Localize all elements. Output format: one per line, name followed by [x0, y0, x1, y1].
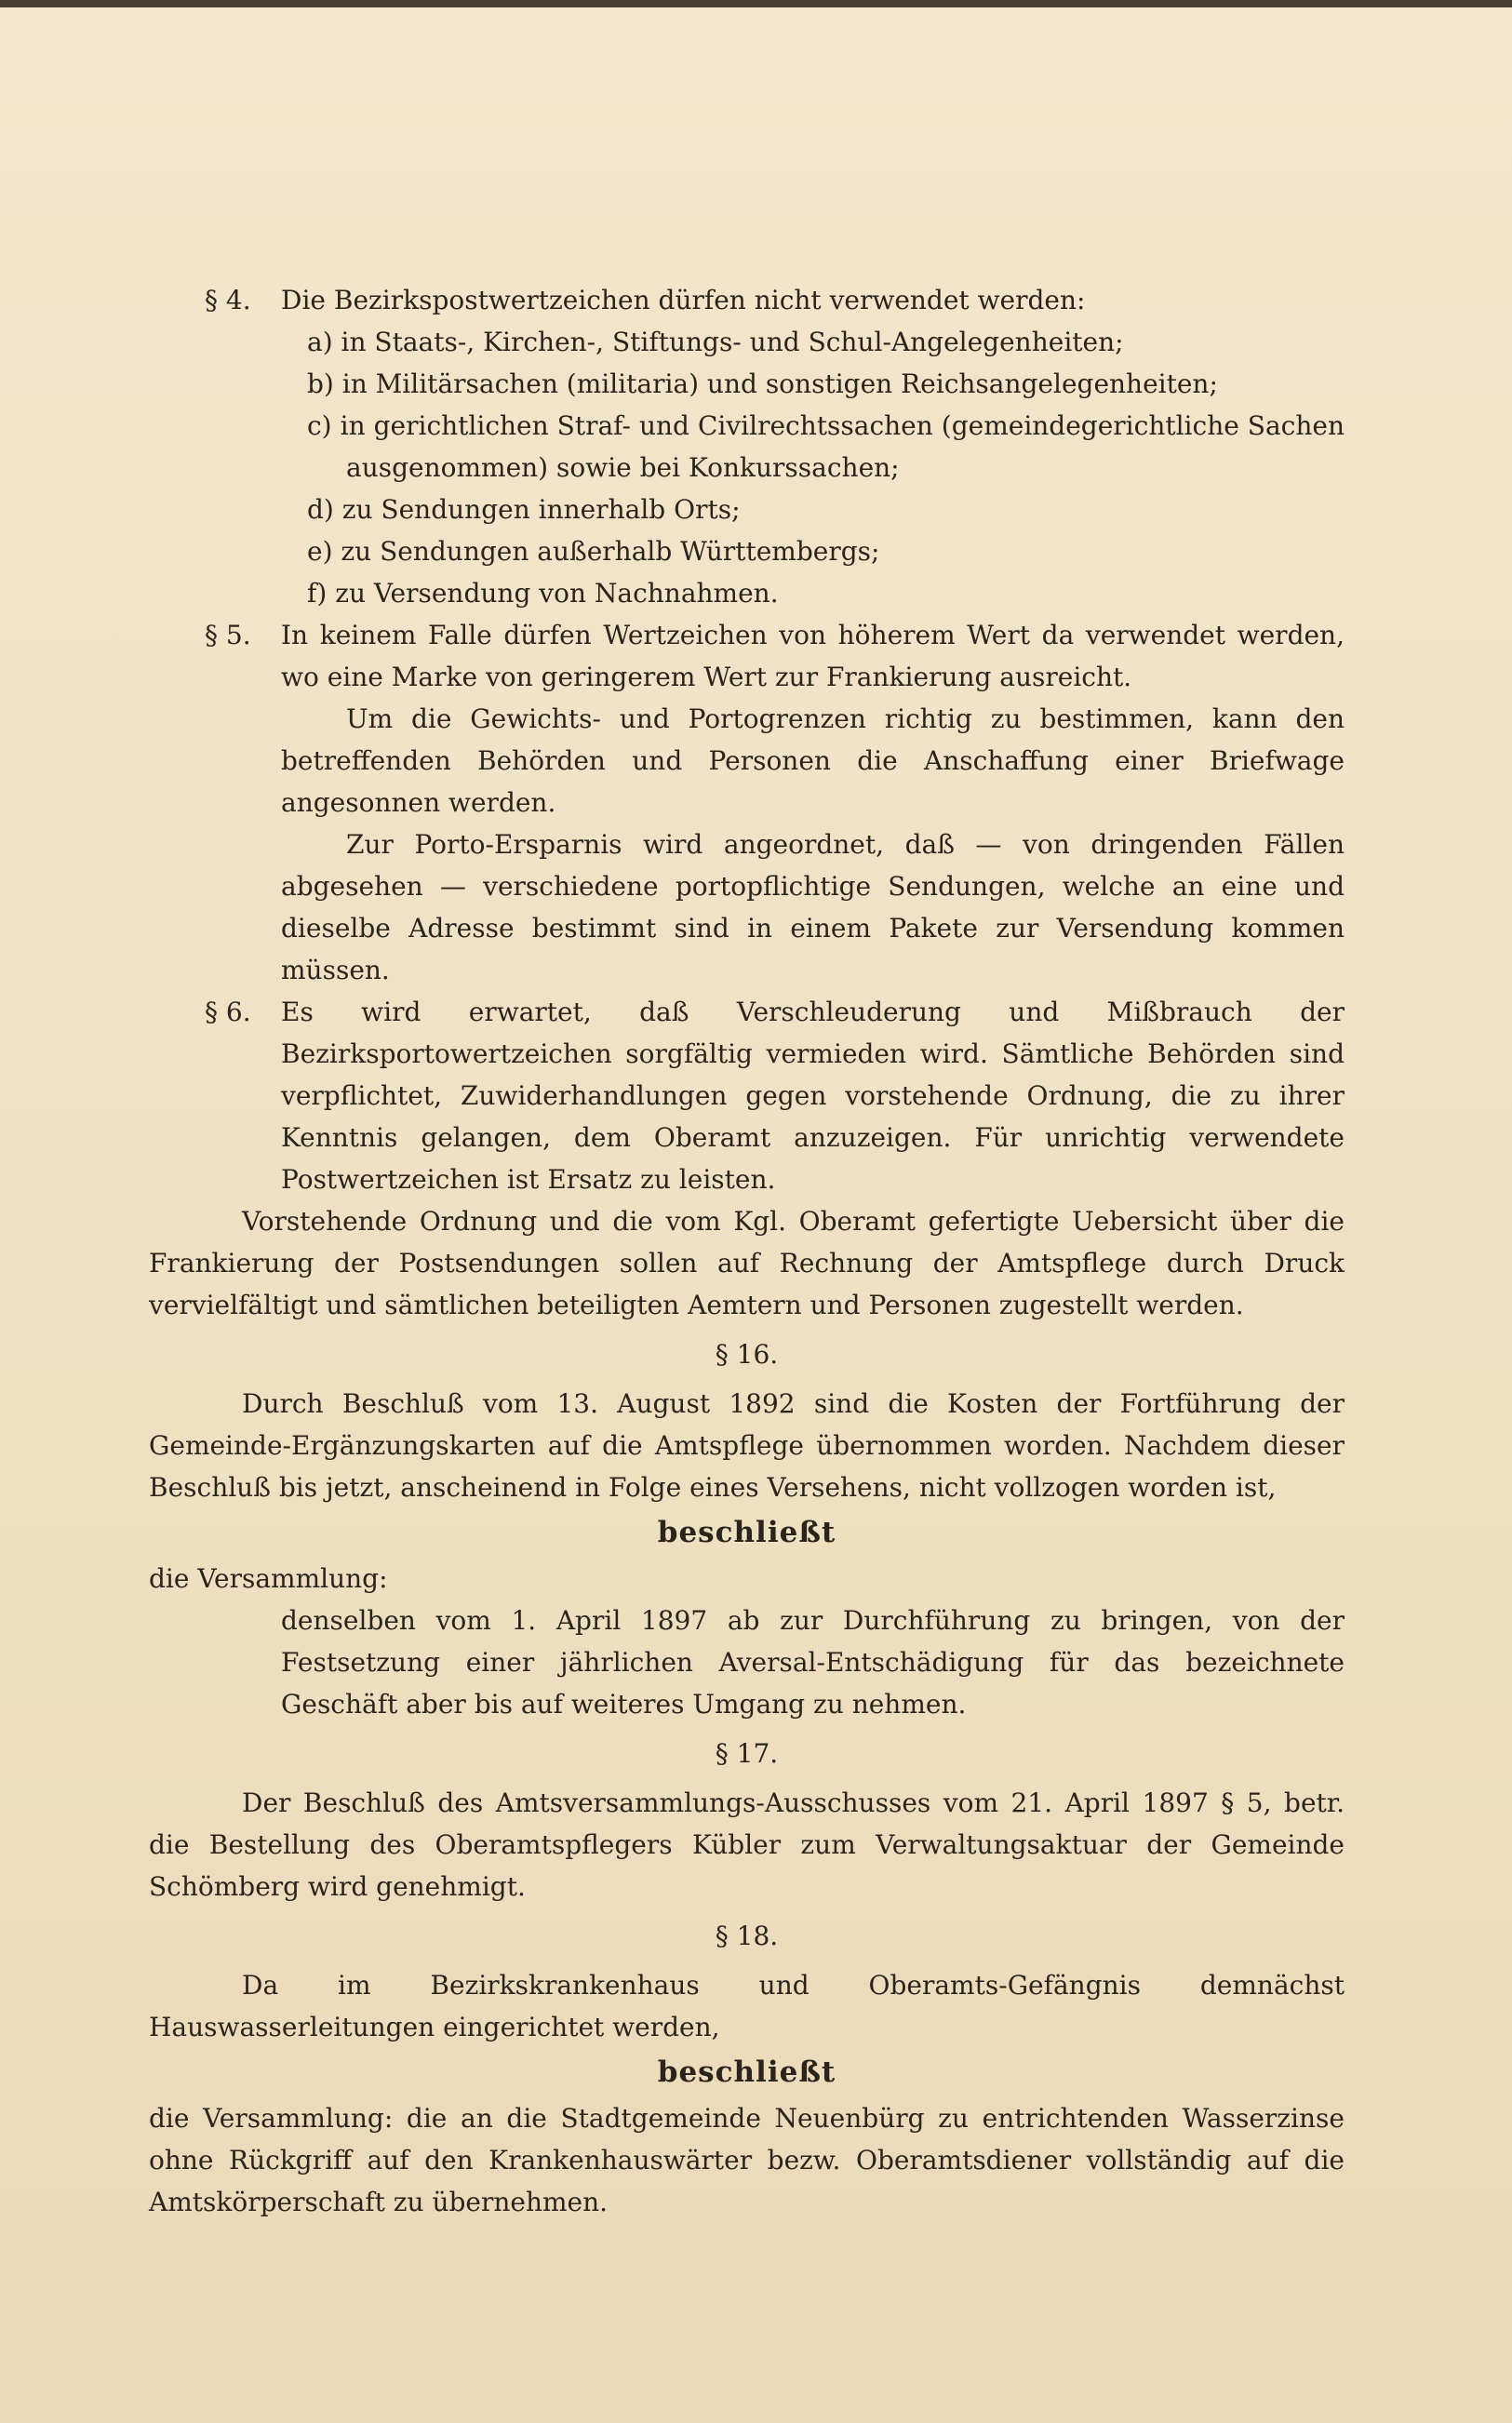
section-16-resolution: beschließt — [657, 1516, 836, 1549]
section-4-item-b: b) in Militärsachen (militaria) und sonstigen Reichsangelegenheiten; — [307, 368, 1218, 399]
section-17-text: Der Beschluß des Amtsversammlungs-Ausschusses vom 21. April 1897 § 5, betr. die Bestellung des Oberamtspflegers Kübler zum Verwaltungsaktuar der Gemeinde Schömberg wird genehmigt. — [149, 1787, 1345, 1902]
section-16-assembly: die Versammlung: — [149, 1563, 388, 1594]
section-18-resolution: beschließt — [657, 2055, 836, 2089]
document-text — [149, 279, 1345, 2223]
section-6: § 6. Es wird erwartet, daß Verschleuderung und Mißbrauch der Bezirksportowertzeichen sorgfältig vermieden wird. Sämtliche Behörden sind verpflichtet, Zuwiderhandlungen gegen vorstehende Ordnung, die zu ihrer Kenntnis gelangen, dem Oberamt anzuzeigen. Für unrichtig verwendete Postwertzeichen ist Ersatz zu leisten. — [205, 997, 1345, 1195]
section-16-heading: § 16. — [715, 1339, 779, 1370]
section-4-item-a: a) in Staats-, Kirchen-, Stiftungs- und Schul-Angelegenheiten; — [307, 327, 1124, 357]
section-4: § 4. Die Bezirkspostwertzeichen dürfen nicht verwendet werden: — [205, 285, 1086, 315]
section-5-paragraph-2: Um die Gewichts- und Portogrenzen richtig zu bestimmen, kann den betreffenden Behörden und Personen die Anschaffung einer Briefwage angesonnen werden. — [281, 703, 1345, 818]
page-edge — [0, 0, 1512, 7]
section-16-text: Durch Beschluß vom 13. August 1892 sind die Kosten der Fortführung der Gemeinde-Ergänzungskarten auf die Amtspflege übernommen worden. Nachdem dieser Beschluß bis jetzt, anscheinend in Folge eines Versehens, nicht vollzogen worden ist, — [149, 1388, 1345, 1503]
section-5-paragraph-3: Zur Porto-Ersparnis wird angeordnet, daß — von dringenden Fällen abgesehen — verschiedene portopflichtige Sendungen, welche an eine und dieselbe Adresse bestimmt sind in einem Pakete zur Versendung kommen müssen. — [281, 829, 1345, 985]
section-4-item-d: d) zu Sendungen innerhalb Orts; — [307, 494, 741, 525]
section-4-item-f: f) zu Versendung von Nachnahmen. — [307, 578, 779, 609]
section-16-decision: denselben vom 1. April 1897 ab zur Durchführung zu bringen, von der Festsetzung einer jährlichen Aversal-Entschädigung für das bezeichnete Geschäft aber bis auf weiteres Umgang zu nehmen. — [281, 1605, 1345, 1720]
section-18-decision: die Versammlung: die an die Stadtgemeinde Neuenbürg zu entrichtenden Wasserzinse ohne Rückgriff auf den Krankenhauswärter bezw. Oberamtsdiener vollständig auf die Amtskörperschaft zu übernehmen. — [149, 2103, 1345, 2217]
section-18-text: Da im Bezirkskrankenhaus und Oberamts-Gefängnis demnächst Hauswasserleitungen eingerichtet werden, — [149, 1970, 1345, 2042]
closing-paragraph: Vorstehende Ordnung und die vom Kgl. Oberamt gefertigte Uebersicht über die Frankierung der Postsendungen sollen auf Rechnung der Amtspflege durch Druck vervielfältigt und sämtlichen beteiligten Aemtern und Personen zugestellt werden. — [149, 1206, 1345, 1320]
section-5: § 5. In keinem Falle dürfen Wertzeichen von höherem Wert da verwendet werden, wo eine Marke von geringerem Wert zur Frankierung ausreicht. — [205, 620, 1345, 692]
section-4-item-e: e) zu Sendungen außerhalb Württembergs; — [307, 536, 880, 567]
section-18-heading: § 18. — [715, 1921, 779, 1951]
section-17-heading: § 17. — [715, 1738, 779, 1769]
section-4-item-c: c) in gerichtlichen Straf- und Civilrechtssachen (gemeindegerichtliche Sachen ausgenommen) sowie bei Konkurssachen; — [307, 410, 1345, 483]
